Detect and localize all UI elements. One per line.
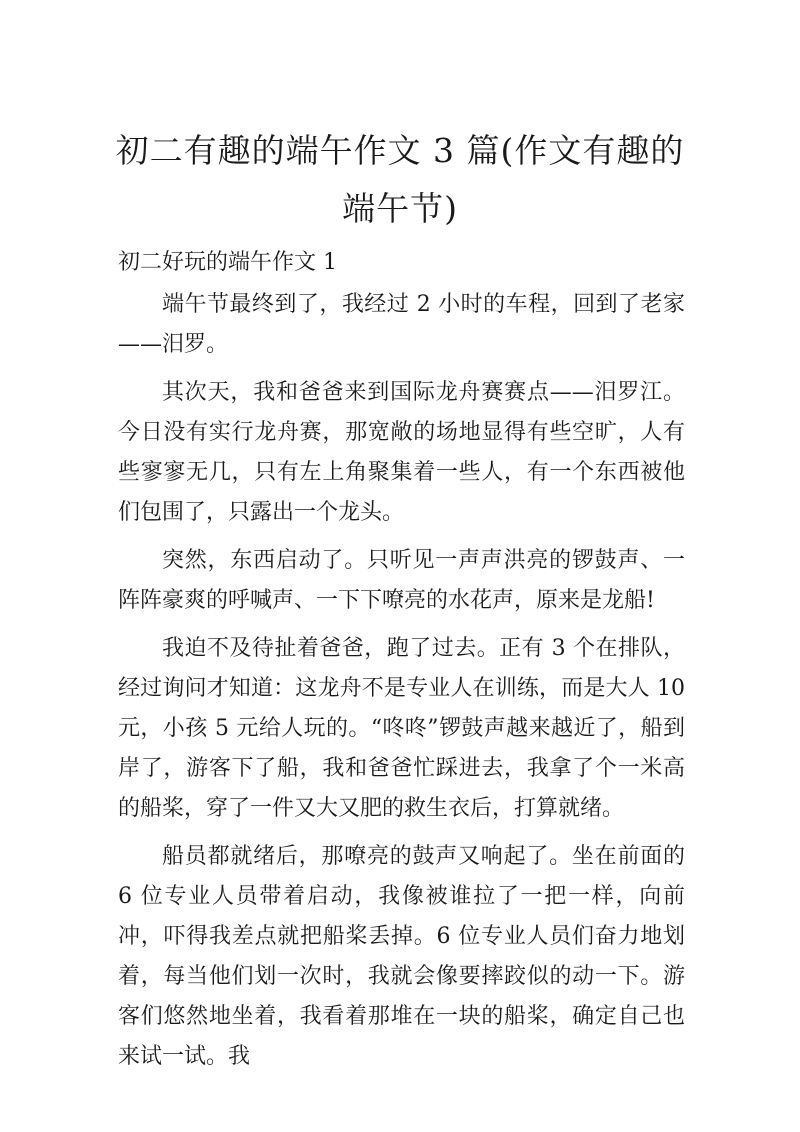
paragraph-4: 我迫不及待扯着爸爸，跑了过去。正有 3 个在排队，经过询问才知道：这龙舟不是专业人在训练，而是大人 10 元，小孩 5 元给人玩的。“咚咚”锣鼓声越来越近了，船到岸了，游客下了船，我和爸爸忙踩进去，我拿了个一米高的船桨，穿了一件又大又肥的救生衣后，打算就绪。: [118, 636, 685, 821]
section-heading: 初二好玩的端午作文 1: [118, 250, 337, 275]
paragraph-1: 端午节最终到了，我经过 2 小时的车程，回到了老家——汨罗。: [118, 292, 685, 357]
article-body: [118, 285, 685, 1085]
paragraph-3: 突然，东西启动了。只听见一声声洪亮的锣鼓声、一阵阵豪爽的呼喊声、一下下嘹亮的水花声，原来是龙船!: [118, 548, 685, 613]
document-title: 初二有趣的端午作文 3 篇(作文有趣的端午节): [115, 131, 685, 228]
paragraph-5: 船员都就绪后，那嘹亮的鼓声又响起了。坐在前面的 6 位专业人员带着启动，我像被谁拉了一把一样，向前冲，吓得我差点就把船桨丢掉。6 位专业人员们奋力地划着，每当他们划一次时，我就会像要摔跤似的动一下。游客们悠然地坐着，我看着那堆在一块的船桨，确定自己也来试一试。我: [118, 844, 685, 1069]
paragraph-2: 其次天，我和爸爸来到国际龙舟赛赛点——汨罗江。今日没有实行龙舟赛，那宽敞的场地显得有些空旷，人有些寥寥无几，只有左上角聚集着一些人，有一个东西被他们包围了，只露出一个龙头。: [118, 380, 685, 525]
